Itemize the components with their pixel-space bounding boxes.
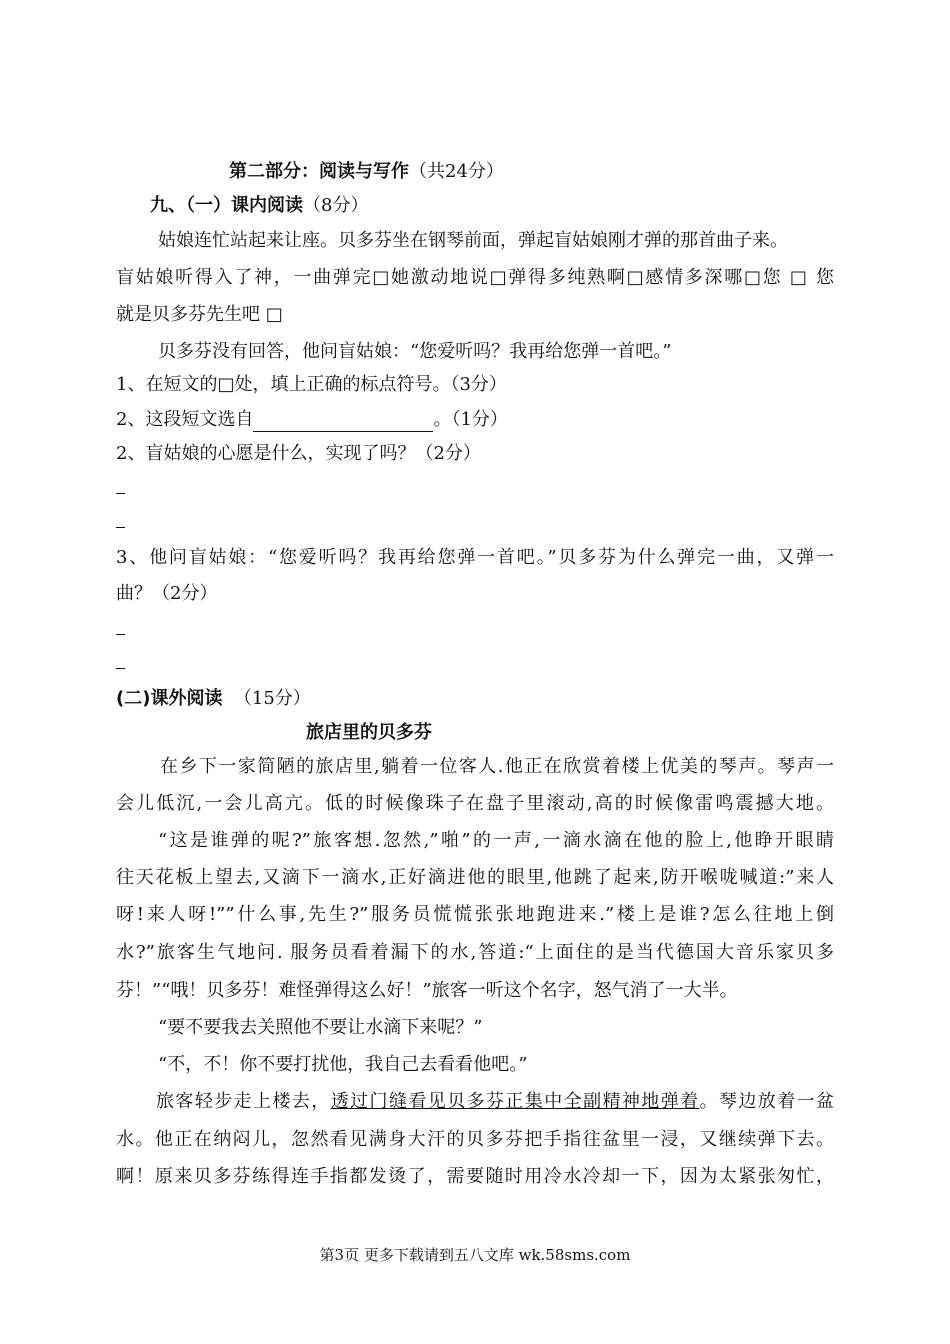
story-line: “这是谁弹的呢?”旅客想.忽然,”啪”的一声,一滴水滴在他的脸上,他睁开眼睛 xyxy=(158,830,834,851)
section-ext-heading xyxy=(116,687,311,711)
part2-heading xyxy=(229,160,504,184)
section-ext-heading-text: (二)课外阅读 xyxy=(116,688,223,709)
story-title: 旅店里的贝多芬 xyxy=(306,722,432,743)
question-2 xyxy=(116,408,508,432)
passage-line-3: 就是贝多芬先生吧 □ xyxy=(116,304,283,325)
passage-line-4: 贝多芬没有回答，他问盲姑娘：“您爱听吗？我再给您弹一首吧。” xyxy=(158,341,672,362)
underline-suffix: 。琴边放着一盆 xyxy=(699,1091,835,1112)
question-4-line-1: 3、他问盲姑娘：“您爱听吗？我再给您弹一首吧。”贝多芬为什么弹完一曲，又弹一 xyxy=(116,547,834,568)
story-line: “要不要我去关照他不要让水滴下来呢？” xyxy=(158,1017,483,1038)
story-line: 芬！”“哦！贝多芬！难怪弹得这么好！”旅客一听这个名字，怒气消了一大半。 xyxy=(116,980,738,1001)
story-line-underlined xyxy=(156,1090,834,1114)
part2-heading-text: 第二部分：阅读与写作 xyxy=(229,161,409,182)
question-2-suffix: 。（1分） xyxy=(433,409,508,430)
answer-blank[interactable] xyxy=(253,413,433,432)
story-line: “不，不！你不要打扰他，我自己去看看他吧。” xyxy=(158,1054,528,1075)
story-line: 在乡下一家简陋的旅店里,躺着一位客人.他正在欣赏着楼上优美的琴声。琴声一 xyxy=(160,756,834,777)
question-2-prefix: 2、这段短文选自 xyxy=(116,409,254,430)
story-line: 往天花板上望去,又滴下一滴水,正好滴进他的眼里,他跳了起来,防开喉咙喊道:”来人 xyxy=(116,867,834,888)
answer-line[interactable] xyxy=(116,634,125,635)
section9-heading-score: （8分） xyxy=(303,195,369,216)
story-line: 会儿低沉,一会儿高亢。低的时候像珠子在盘子里滚动,高的时候像雷鸣震撼大地。 xyxy=(116,793,834,814)
question-1: 1、在短文的□处，填上正确的标点符号。（3分） xyxy=(116,374,507,395)
page-footer: 第3页 更多下载请到五八文库 wk.58sms.com xyxy=(319,1246,631,1264)
story-line: 水。他正在纳闷儿，忽然看见满身大汗的贝多芬把手指往盆里一浸，又继续弹下去。 xyxy=(116,1129,834,1150)
part2-heading-score: （共24分） xyxy=(409,161,504,182)
underline-prefix: 旅客轻步走上楼去， xyxy=(156,1091,331,1112)
question-3: 2、盲姑娘的心愿是什么，实现了吗？（2分） xyxy=(116,443,481,464)
section9-heading-text: 九、（一）课内阅读 xyxy=(150,195,303,216)
story-line: 啊！原来贝多芬练得连手指都发烫了，需要随时用冷水冷却一下，因为太紧张匆忙， xyxy=(116,1166,834,1187)
passage-line-1: 姑娘连忙站起来让座。贝多芬坐在钢琴前面，弹起盲姑娘刚才弹的那首曲子来。 xyxy=(158,230,788,251)
underlined-sentence: 透过门缝看见贝多芬正集中全副精神地弹着 xyxy=(330,1091,700,1112)
question-4-line-2: 曲？（2分） xyxy=(116,583,218,604)
passage-line-2: 盲姑娘听得入了神，一曲弹完□她激动地说□弹得多纯熟啊□感情多深哪□您 □ 您 xyxy=(116,267,834,288)
section9-heading xyxy=(150,194,368,218)
answer-line[interactable] xyxy=(116,493,125,494)
story-line: 水?”旅客生气地问. 服务员看着漏下的水,答道:“上面住的是当代德国大音乐家贝多 xyxy=(116,942,834,963)
answer-line[interactable] xyxy=(116,527,125,528)
section-ext-heading-score: （15分） xyxy=(233,688,311,709)
answer-line[interactable] xyxy=(116,668,125,669)
story-line: 呀!来人呀!””什么事,先生?”服务员慌慌张张地跑进来.”楼上是谁?怎么往地上倒 xyxy=(116,904,834,925)
